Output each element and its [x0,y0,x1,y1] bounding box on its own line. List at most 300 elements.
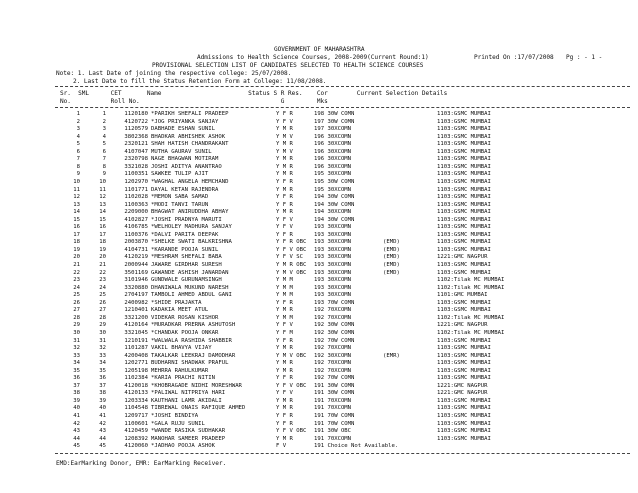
cell-sr-no: 30 [73,329,80,336]
table-row [0,270,638,277]
cell-cet-roll: 3501169 [124,269,148,276]
cell-marks-category: 192 70XCOMN [314,307,352,314]
table-row [0,141,638,148]
cell-status-sex-region-res: Y M R [276,397,293,404]
cell-sml: 25 [99,292,106,299]
cell-marks-category: 193 30XCOMN [314,246,352,253]
cell-marks-category: 191 30W COMN [314,390,355,397]
cell-name: NAGE BHAGWAN MOTIRAM [151,156,219,163]
cell-sml: 29 [99,322,106,329]
cell-cet-roll: 1203334 [124,397,148,404]
cell-cet-roll: 2320798 [124,156,148,163]
cell-sr-no: 25 [73,292,80,299]
header-admissions: Admissions to Health Science Courses, 2008-2009(Current Round:1) [197,54,429,61]
table-row [0,338,638,345]
cell-sml: 23 [99,277,106,284]
cell-status-sex-region-res: Y F R [276,231,293,238]
cell-name: *MODI TANVI TARUN [151,201,209,208]
cell-name: JAWARE GIRDHAR SURESH [151,262,222,268]
cell-sml: 36 [99,375,106,382]
cell-cet-roll: 4200408 [124,352,148,359]
cell-status-sex-region-res: Y F V SC [276,254,303,261]
cell-cet-roll: 1100376 [124,231,148,238]
cell-marks-category: 191 70XCOMN [314,435,352,442]
cell-status-sex-region-res: Y M R [276,405,293,412]
cell-marks-category: 192 30W COMN [314,329,355,336]
table-row [0,375,638,382]
table-row [0,179,638,186]
cell-sr-no: 39 [73,397,80,404]
cell-cet-roll: 4102827 [124,216,148,223]
cell-selection: 1103:GSMC MUMBAI [437,262,491,268]
cell-cet-roll: 1100351 [124,171,148,178]
cell-status-sex-region-res: Y F R OBC [276,239,307,246]
cell-marks-category: 197 30W COMN [314,118,355,125]
cell-status-sex-region-res: Y F R [276,413,293,419]
table-row [0,353,638,360]
cell-sml: 41 [99,413,106,419]
cell-cet-roll: 1102384 [124,375,148,382]
cell-sr-no: 3 [76,126,80,133]
cell-marks-category: 192 30XCOMN [314,352,352,359]
cell-sml: 39 [99,397,106,404]
cell-marks-category: 191 30W OBC [314,428,352,435]
cell-sml: 18 [99,239,106,246]
cell-selection: 1103:GSMC MUMBAI [437,194,491,201]
cell-selection: 1103:GSMC MUMBAI [437,269,491,276]
cell-sml: 12 [99,194,106,201]
cell-name: *DALVI PARITA DEEPAK [151,231,219,238]
cell-status-sex-region-res: Y F R [276,178,293,185]
cell-name: TIBREWAL ONAIS RAFIQUE AHMED [151,405,246,412]
cell-selection: 1103:GSMC MUMBAI [437,367,491,374]
table-row [0,360,638,367]
table-row [0,202,638,209]
cell-marks-category: 195 30W COMN [314,178,355,185]
cell-sr-no: 19 [73,246,80,253]
cell-name: VAKIL BHAVYA VIJAY [151,345,212,352]
cell-cet-roll: 3321045 [124,329,148,336]
cell-marks-category: 194 30XCOMN [314,209,352,216]
cell-sml: 38 [99,390,106,397]
table-row [0,232,638,239]
cell-selection: 1103:GSMC MUMBAI [437,420,491,427]
cell-selection: 1102:Tilak MC MUMBAI [437,284,505,291]
cell-sml: 32 [99,345,106,352]
cell-status-sex-region-res: Y F R [276,111,293,117]
cell-status-sex-region-res: Y F R [276,420,293,427]
cell-status-sex-region-res: Y F V [276,216,293,223]
cell-marks-category: 192 70XCOMN [314,314,352,321]
cell-status-sex-region-res: Y F V [276,390,293,397]
cell-name: *MURADKAR PRERNA ASHUTOSH [151,322,236,329]
cell-selection: 1103:GSMC MUMBAI [437,413,491,419]
cell-sml: 6 [102,148,106,155]
cell-status-sex-region-res: Y F V [276,118,293,125]
table-row [0,217,638,224]
cell-name: MEHRRA RAHULKUMAR [151,367,209,374]
cell-cet-roll: 2704197 [124,292,148,299]
cell-status-sex-region-res: Y M V [276,133,293,140]
table-row [0,390,638,397]
page-number: Pg : - 1 - [566,54,603,61]
cell-name: SAWKEE TULIP AJIT [151,171,209,178]
cell-cet-roll: 1101287 [124,345,148,352]
header-government: GOVERNMENT OF MAHARASHTRA [274,46,365,53]
cell-marks-category: 193 30XCOMN [314,224,352,231]
cell-name: *KHOBRAGADE NIDHI MORESHWAR [151,382,242,389]
cell-name: *SHIDE PRAJAKTA [151,299,202,306]
cell-cet-roll: 4104731 [124,246,148,253]
table-row [0,247,638,254]
cell-status-sex-region-res: Y F V OBC [276,428,307,435]
cell-marks-category: 193 30XCOMN [314,262,352,268]
cell-name: *PARIKH SHEFALI PRADEEP [151,111,229,117]
cell-cet-roll: 4120219 [124,254,148,261]
cell-sr-no: 36 [73,375,80,382]
cell-sr-no: 23 [73,277,80,284]
table-row [0,421,638,428]
cell-status-sex-region-res: Y M M [276,292,293,299]
cell-name: *JOG PRIYANKA SANJAY [151,118,219,125]
cell-marks-category: 193 30XCOMN [314,277,352,284]
cell-status-sex-region-res: Y M R [276,186,293,193]
cell-name: *MESHRAM SHEFALI BABA [151,254,222,261]
cell-sr-no: 24 [73,284,80,291]
cell-status-sex-region-res: Y M R [276,367,293,374]
cell-sr-no: 34 [73,360,80,367]
cell-selection: 1103:GSMC MUMBAI [437,141,491,148]
table-row [0,436,638,443]
cell-status-sex-region-res: Y M M [276,284,293,291]
cell-sr-no: 42 [73,420,80,427]
cell-marks-category: 198 30W COMN [314,111,355,117]
cell-name: KAUTHANI LAMR AKIDALI [151,397,222,404]
cell-status-sex-region-res: Y M R [276,209,293,216]
table-row [0,300,638,307]
cell-sml: 43 [99,428,106,435]
table-row [0,209,638,216]
cell-selection: 1103:GSMC MUMBAI [437,178,491,185]
table-row [0,149,638,156]
cell-name: *WAGHAL ANGELA HEMCHAND [151,178,229,185]
cell-name: *KARANDE POOJA SUNIL [151,246,219,253]
cell-status-sex-region-res: Y M R OBC [276,262,307,268]
cell-cet-roll: 1209717 [124,413,148,419]
cell-name: *WELHOLEY MADHURA SANJAY [151,224,232,231]
cell-sr-no: 7 [76,156,80,163]
cell-selection: 1103:GSMC MUMBAI [437,435,491,442]
cell-name: *SHELKE SWATI BALKRISHNA [151,239,232,246]
cell-name: TAKALKAR LEEKRAJ DAMODHAR [151,352,236,359]
cell-selection: 1103:GSMC MUMBAI [437,171,491,178]
cell-selection: 1103:GSMC MUMBAI [437,352,491,359]
cell-sr-no: 44 [73,435,80,442]
cell-sr-no: 13 [73,201,80,208]
cell-marks-category: 195 30XCOMN [314,186,352,193]
cell-sml: 1 [102,111,106,117]
cell-sr-no: 16 [73,224,80,231]
cell-name: VIDEKAR ROSAN KISHOR [151,314,219,321]
cell-earmark: (EMD) [383,246,400,253]
cell-name: DABHADE ESHAN SUNIL [151,126,215,133]
cell-name: *GALA RUJU SUNIL [151,420,205,427]
cell-name: GUNDWALE GURUNAMSINGH [151,277,222,284]
cell-cet-roll: 2320121 [124,141,148,148]
table-row [0,292,638,299]
cell-marks-category: 193 30XCOMN [314,292,352,299]
cell-sr-no: 2 [76,118,80,125]
cell-status-sex-region-res: Y M M [276,314,293,321]
cell-sml: 15 [99,216,106,223]
cell-cet-roll: 1210191 [124,337,148,344]
cell-marks-category: 192 70XCOMN [314,367,352,374]
cell-marks-category: 196 30XCOMN [314,148,352,155]
cell-selection: 1102:Tilak MC MUMBAI [437,329,505,336]
cell-status-sex-region-res: Y F R [276,299,293,306]
cell-sr-no: 10 [73,178,80,185]
cell-status-sex-region-res: Y F R [276,201,293,208]
cell-marks-category: 191 Choice Not Available. [314,443,399,450]
cell-sml: 37 [99,382,106,389]
cell-sr-no: 35 [73,367,80,374]
cell-cet-roll: 4120459 [124,428,148,435]
cell-sr-no: 21 [73,262,80,268]
table-row [0,413,638,420]
cell-name: *MEMON SABA SAMAD [151,194,209,201]
cell-sml: 42 [99,420,106,427]
cell-status-sex-region-res: Y F V [276,322,293,329]
cell-marks-category: 192 70W COMN [314,337,355,344]
cell-marks-category: 197 30XCOMN [314,126,352,133]
table-row [0,194,638,201]
cell-sml: 10 [99,178,106,185]
cell-selection: 1103:GSMC MUMBAI [437,126,491,133]
cell-status-sex-region-res: F V [276,443,287,450]
cell-selection: 1221:GMC NAGPUR [437,254,488,261]
cell-sr-no: 9 [76,171,80,178]
cell-name: *WANDE RASIKA SUDHAKAR [151,428,226,435]
cell-cet-roll: 3802368 [124,133,148,140]
cell-sml: 30 [99,329,106,336]
cell-sml: 13 [99,201,106,208]
cell-name: DHANIWALA MUKUND NARESH [151,284,229,291]
cell-marks-category: 193 30XCOMN [314,254,352,261]
cell-name: TAMBOLI AHMED ABDUL GANI [151,292,232,299]
cell-selection: 1103:GSMC MUMBAI [437,246,491,253]
cell-sml: 19 [99,246,106,253]
cell-status-sex-region-res: Y F V OBC [276,246,307,253]
cell-sr-no: 28 [73,314,80,321]
cell-cet-roll: 4120060 [124,443,148,450]
cell-cet-roll: 4107047 [124,148,148,155]
table-row [0,156,638,163]
cell-status-sex-region-res: Y F V [276,224,293,231]
cell-sml: 17 [99,231,106,238]
cell-marks-category: 191 30W COMN [314,382,355,389]
cell-marks-category: 193 30XCOMN [314,239,352,246]
table-row [0,277,638,284]
cell-selection: 1103:GSMC MUMBAI [437,299,491,306]
table-row [0,171,638,178]
cell-marks-category: 194 30W COMN [314,194,355,201]
cell-marks-category: 191 70XCOMN [314,397,352,404]
cell-cet-roll: 2000944 [124,262,148,268]
cell-selection: 1103:GSMC MUMBAI [437,307,491,314]
cell-sml: 26 [99,299,106,306]
cell-status-sex-region-res: Y F M [276,329,293,336]
cell-earmark: (EMD) [383,269,400,276]
cell-marks-category: 193 30XCOMN [314,231,352,238]
cell-sml: 7 [102,156,106,163]
cell-cet-roll: 1101771 [124,186,148,193]
cell-name: BUDHARNI SHADWAK PRAFUL [151,360,229,367]
cell-status-sex-region-res: Y M R [276,141,293,148]
cell-sr-no: 29 [73,322,80,329]
cell-name: JOSHI ADITYA ANANTRAO [151,163,222,170]
cell-marks-category: 191 70W COMN [314,420,355,427]
cell-status-sex-region-res: Y M R [276,163,293,170]
table-row [0,239,638,246]
divider-top [55,86,630,87]
cell-sr-no: 18 [73,239,80,246]
cell-sr-no: 22 [73,269,80,276]
cell-selection: 1103:GSMC MUMBAI [437,397,491,404]
table-row [0,405,638,412]
cell-name: BHADKAR ABHISHEK ASHOK [151,133,226,140]
table-row [0,398,638,405]
cell-status-sex-region-res: Y M R [276,171,293,178]
cell-sr-no: 43 [73,428,80,435]
cell-selection: 1103:GSMC MUMBAI [437,224,491,231]
note-joining-date: Note: 1. Last Date of joining the respective college: 25/07/2008. [56,70,292,77]
table-row [0,368,638,375]
cell-cet-roll: 1102028 [124,194,148,201]
cell-sml: 20 [99,254,106,261]
cell-marks-category: 196 30XCOMN [314,156,352,163]
cell-status-sex-region-res: Y M R [276,435,293,442]
cell-name: SHAH HATISH CHANDRAKANT [151,141,229,148]
cell-sml: 16 [99,224,106,231]
cell-sml: 31 [99,337,106,344]
cell-cet-roll: 2209000 [124,209,148,216]
cell-name: DAYAL KETAN RAJENDRA [151,186,219,193]
cell-selection: 1103:GSMC MUMBAI [437,405,491,412]
cell-name: KADAKIA MEET ATUL [151,307,209,314]
cell-selection: 1103:GSMC MUMBAI [437,111,491,117]
cell-cet-roll: 4120018 [124,382,148,389]
cell-marks-category: 196 30XCOMN [314,133,352,140]
table-row [0,254,638,261]
cell-marks-category: 194 30W COMN [314,201,355,208]
cell-sr-no: 11 [73,186,80,193]
cell-marks-category: 196 30XCOMN [314,141,352,148]
cell-selection: 1103:GSMC MUMBAI [437,360,491,367]
cell-cet-roll: 1205198 [124,367,148,374]
cell-marks-category: 193 30XCOMN [314,284,352,291]
cell-status-sex-region-res: Y M V OBC [276,269,307,276]
cell-sml: 3 [102,126,106,133]
cell-name: *CHANDAK POOJA ONKAR [151,329,219,336]
cell-sr-no: 38 [73,390,80,397]
cell-earmark: (EMD) [383,254,400,261]
cell-sr-no: 40 [73,405,80,412]
printed-on-date: Printed On :17/07/2008 [474,54,554,61]
cell-selection: 1103:GSMC MUMBAI [437,186,491,193]
cell-selection: 1221:GMC NAGPUR [437,322,488,329]
cell-sr-no: 31 [73,337,80,344]
table-row [0,315,638,322]
header-list-title: PROVISIONAL SELECTION LIST OF CANDIDATES SELECTED TO HEALTH SCIENCE COURSES [152,62,424,69]
cell-sr-no: 37 [73,382,80,389]
table-row [0,428,638,435]
cell-status-sex-region-res: Y M R [276,345,293,352]
cell-selection: 1103:GSMC MUMBAI [437,209,491,216]
cell-status-sex-region-res: Y F R [276,194,293,201]
cell-cet-roll: 1202970 [124,178,148,185]
cell-sml: 5 [102,141,106,148]
cell-sr-no: 14 [73,209,80,216]
cell-sml: 35 [99,367,106,374]
cell-sr-no: 12 [73,194,80,201]
cell-sr-no: 8 [76,163,80,170]
cell-name: *PALIWAL NITPRIYA HARI [151,390,226,397]
cell-sml: 22 [99,269,106,276]
cell-marks-category: 196 30XCOMN [314,163,352,170]
cell-sml: 27 [99,307,106,314]
cell-cet-roll: 1120579 [124,126,148,133]
cell-selection: 1103:GSMC MUMBAI [437,345,491,352]
cell-selection: 1103:GSMC MUMBAI [437,118,491,125]
cell-sr-no: 5 [76,141,80,148]
cell-cet-roll: 4120164 [124,322,148,329]
cell-status-sex-region-res: Y F R [276,337,293,344]
cell-cet-roll: 3321200 [124,314,148,321]
cell-selection: 1103:GSMC MUMBAI [437,231,491,238]
cell-marks-category: 192 70W COMN [314,375,355,382]
cell-marks-category: 191 70XCOMN [314,405,352,412]
cell-marks-category: 192 70XCOMN [314,360,352,367]
cell-status-sex-region-res: Y F R [276,375,293,382]
cell-marks-category: 193 70W COMN [314,299,355,306]
cell-selection: 1103:GSMC MUMBAI [437,375,491,382]
cell-selection: 1103:GSMC MUMBAI [437,148,491,155]
table-row [0,443,638,450]
cell-cet-roll: 4120133 [124,390,148,397]
cell-selection: 1103:GSMC MUMBAI [437,428,491,435]
table-row [0,187,638,194]
cell-cet-roll: 1202771 [124,360,148,367]
cell-cet-roll: 4106785 [124,224,148,231]
note-retention-date: 2. Last Date to fill the Status Retention Form at College: 11/08/2008. [73,78,327,85]
cell-marks-category: 193 30XCOMN [314,269,352,276]
cell-cet-roll: 1120180 [124,111,148,117]
cell-status-sex-region-res: Y M R [276,156,293,163]
footer-legend: EMD:EarMarking Donor, EMR: EarMarking Receiver. [56,460,227,467]
cell-selection: 1221:GMC NAGPUR [437,382,488,389]
table-row [0,111,638,118]
cell-sr-no: 33 [73,352,80,359]
table-row [0,134,638,141]
divider-header [55,107,630,108]
cell-earmark: (EMD) [383,262,400,268]
cell-sr-no: 20 [73,254,80,261]
cell-sml: 2 [102,118,106,125]
cell-sr-no: 15 [73,216,80,223]
cell-selection: 1103:GSMC MUMBAI [437,201,491,208]
cell-selection: 1102:Tilak MC MUMBAI [437,314,505,321]
column-headers-line1: Sr. SML CET Name Status S R Res. Cor Current Selection Details [60,90,448,97]
